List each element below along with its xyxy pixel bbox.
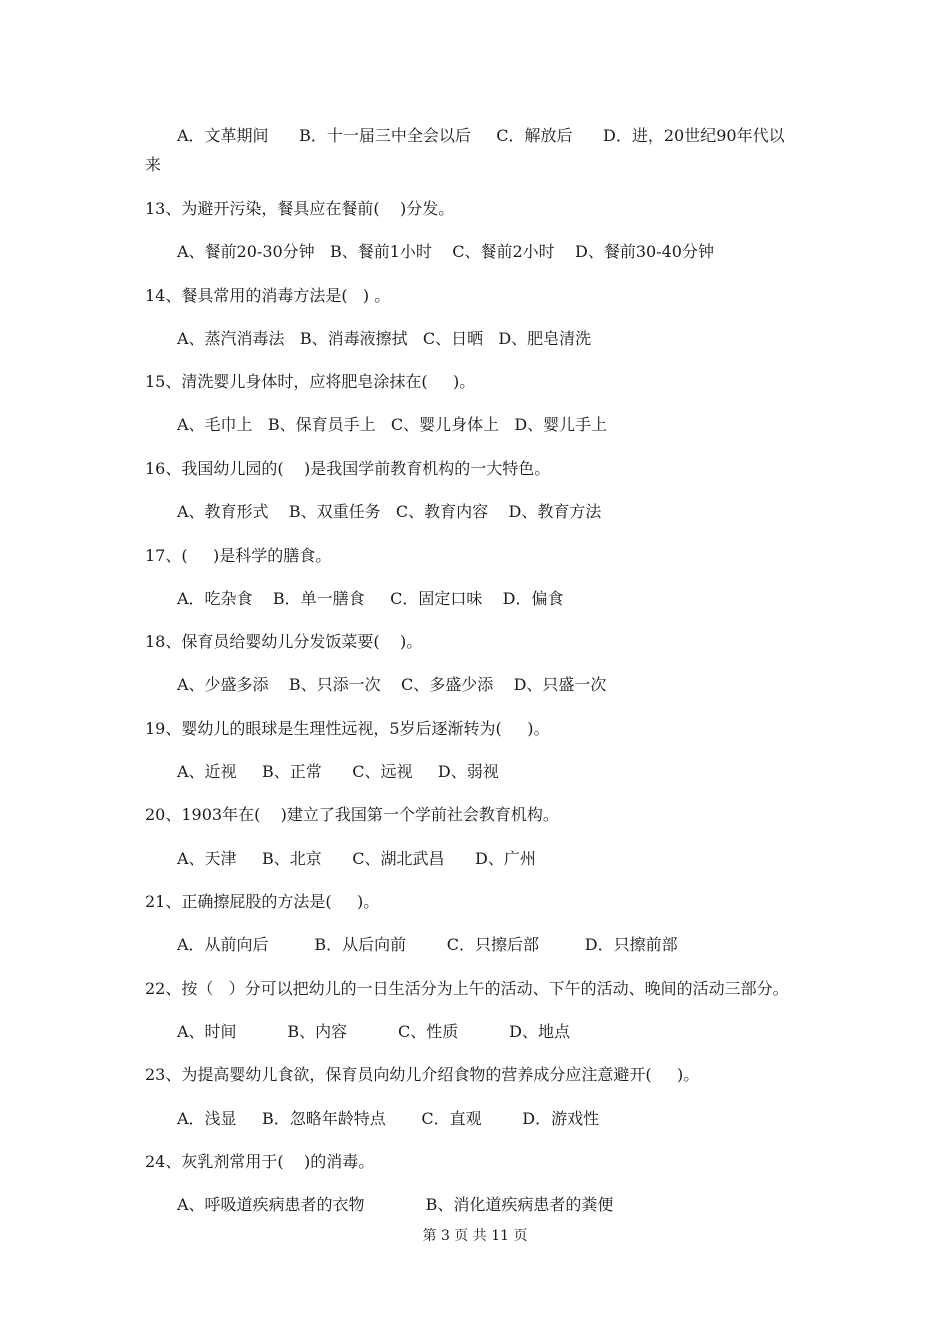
question-13-options: A、餐前20-30分钟 B、餐前1小时 C、餐前2小时 D、餐前30-40分钟 — [177, 242, 714, 261]
question-13: 13、为避开污染，餐具应在餐前( )分发。 — [145, 199, 455, 218]
question-15-options: A、毛巾上 B、保育员手上 C、婴儿身体上 D、婴儿手上 — [177, 415, 608, 434]
question-23-options: A．浅显 B．忽略年龄特点 C．直观 D．游戏性 — [177, 1109, 600, 1128]
question-14-options: A、蒸汽消毒法 B、消毒液擦拭 C、日晒 D、肥皂清洗 — [177, 329, 592, 348]
question-21-options: A．从前向后 B．从后向前 C．只擦后部 D．只擦前部 — [177, 935, 678, 954]
question-15: 15、清洗婴儿身体时，应将肥皂涂抹在( )。 — [145, 372, 476, 391]
question-24-options: A、呼吸道疾病患者的衣物 B、消化道疾病患者的粪便 — [177, 1195, 614, 1214]
question-20-options: A、天津 B、北京 C、湖北武昌 D、广州 — [177, 849, 536, 868]
question-12-options-continued: 来 — [145, 155, 162, 174]
question-18: 18、保育员给婴幼儿分发饭菜要( )。 — [145, 632, 423, 651]
question-16-options: A、教育形式 B、双重任务 C、教育内容 D、教育方法 — [177, 502, 602, 521]
question-19-options: A、近视 B、正常 C、远视 D、弱视 — [177, 762, 499, 781]
question-17-options: A．吃杂食 B．单一膳食 C．固定口味 D．偏食 — [177, 589, 564, 608]
question-20: 20、1903年在( )建立了我国第一个学前社会教育机构。 — [145, 805, 559, 824]
question-22: 22、按（ ）分可以把幼儿的一日生活分为上午的活动、下午的活动、晚间的活动三部分。 — [145, 979, 789, 998]
question-24: 24、灰乳剂常用于( )的消毒。 — [145, 1152, 375, 1171]
question-21: 21、正确擦屁股的方法是( )。 — [145, 892, 380, 911]
question-18-options: A、少盛多添 B、只添一次 C、多盛少添 D、只盛一次 — [177, 675, 607, 694]
question-14: 14、餐具常用的消毒方法是( ) 。 — [145, 286, 391, 305]
question-12-options: A．文革期间 B．十一届三中全会以后 C．解放后 D．进，20世纪90年代以 — [177, 126, 785, 145]
question-17: 17、( )是科学的膳食。 — [145, 546, 332, 565]
question-19: 19、婴幼儿的眼球是生理性远视，5岁后逐渐转为( )。 — [145, 719, 550, 738]
question-16: 16、我国幼儿园的( )是我国学前教育机构的一大特色。 — [145, 459, 551, 478]
question-22-options: A、时间 B、内容 C、性质 D、地点 — [177, 1022, 570, 1041]
page-number-footer: 第 3 页 共 11 页 — [422, 1228, 528, 1244]
question-23: 23、为提高婴幼儿食欲，保育员向幼儿介绍食物的营养成分应注意避开( )。 — [145, 1065, 700, 1084]
